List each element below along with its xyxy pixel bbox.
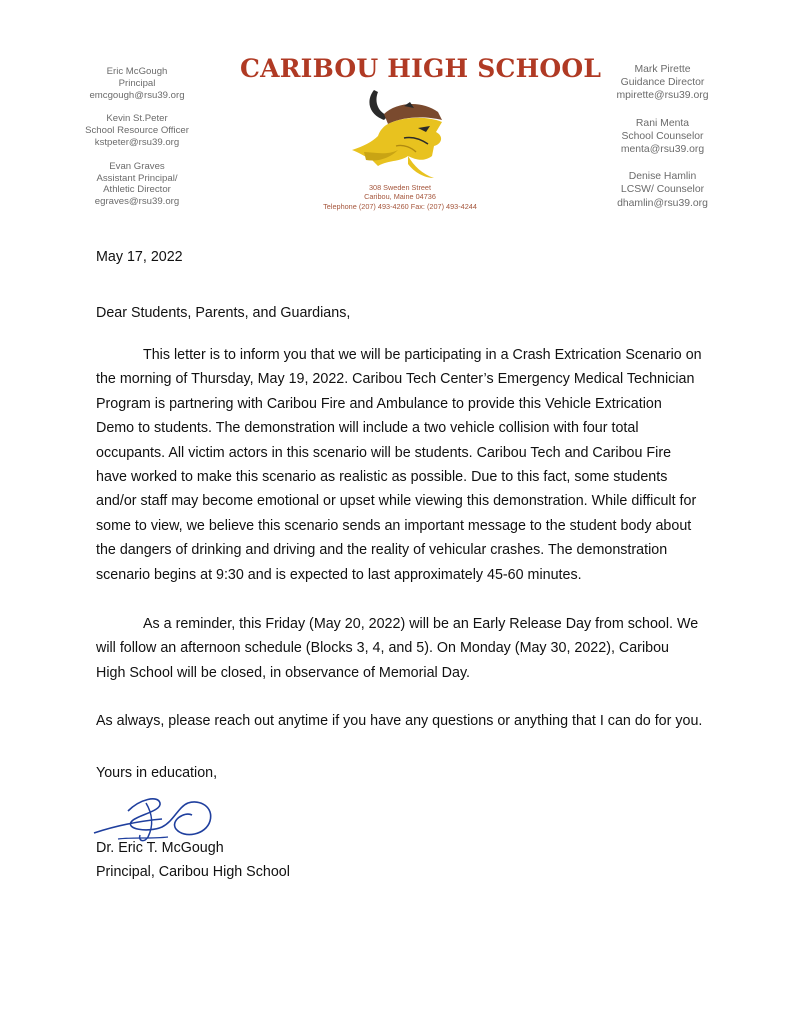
right-staff-column — [605, 63, 720, 224]
staff-role: School Resource Officer — [85, 125, 189, 137]
viking-logo — [344, 86, 454, 182]
staff-role: Principal — [118, 77, 156, 89]
staff-role: Guidance Director — [620, 77, 705, 89]
body-paragraph-3: As always, please reach out anytime if you have any questions or anything that I can do for you. — [96, 713, 703, 729]
staff-name: Rani Menta — [635, 117, 690, 129]
paragraph-line: the morning of Thursday, May 19, 2022. Caribou Tech Center’s Emergency Medical Technician — [96, 371, 695, 388]
signer-name: Dr. Eric T. McGough — [96, 840, 224, 856]
paragraph-line: This letter is to inform you that we will be participating in a Crash Extrication Scenario on — [143, 347, 702, 363]
school-address — [300, 183, 500, 211]
staff-role: Athletic Director — [103, 184, 171, 196]
staff-guidance-director — [605, 63, 720, 103]
logo-face — [352, 118, 442, 166]
paragraph-line: As a reminder, this Friday (May 20, 2022) will be an Early Release Day from school. We — [143, 616, 699, 632]
staff-name: Mark Pirette — [634, 64, 691, 75]
letter-salutation: Dear Students, Parents, and Guardians, — [96, 305, 351, 321]
paragraph-line: some to view, we believe this scenario sends an important message to the student body about — [96, 517, 692, 534]
paragraph-line: occupants. All victim actors in this scenario will be students. Caribou Tech and Caribou Fire — [96, 444, 672, 461]
school-name: CARIBOU HIGH SCHOOL — [240, 54, 602, 83]
paragraph-line: Demo to students. The demonstration will include a two vehicle collision with four total — [96, 420, 639, 437]
paragraph-line: High School will be closed, in observance of Memorial Day. — [96, 664, 471, 681]
signer-title: Principal, Caribou High School — [96, 864, 290, 881]
staff-email: emcgough@rsu39.org — [89, 89, 185, 101]
staff-role: Assistant Principal/ — [96, 172, 178, 184]
address-city: Caribou, Maine 04736 — [364, 192, 436, 202]
staff-name: Denise Hamlin — [628, 171, 697, 183]
staff-resource-officer — [78, 113, 196, 148]
paragraph-line: and/or staff may become emotional or upset while viewing this demonstration. While difficult for — [96, 493, 697, 510]
staff-name: Evan Graves — [109, 160, 165, 172]
staff-name: Eric McGough — [106, 66, 168, 77]
paragraph-line: Program is partnering with Caribou Fire and Ambulance to provide this Vehicle Extrication — [96, 395, 662, 412]
staff-school-counselor — [605, 117, 720, 157]
staff-email: egraves@rsu39.org — [94, 196, 180, 208]
staff-name: Kevin St.Peter — [106, 113, 168, 125]
staff-principal — [78, 66, 196, 101]
body-paragraph-2 — [96, 612, 708, 685]
left-staff-column — [78, 66, 196, 220]
staff-email: menta@rsu39.org — [620, 144, 705, 156]
staff-assistant-principal — [78, 161, 196, 208]
staff-email: mpirette@rsu39.org — [616, 90, 709, 102]
staff-role: LCSW/ Counselor — [620, 184, 705, 196]
paragraph-line: will follow an afternoon schedule (Blocks 3, 4, and 5). On Monday (May 30, 2022), Caribou — [96, 640, 669, 657]
staff-email: kstpeter@rsu39.org — [94, 136, 180, 148]
staff-role: School Counselor — [621, 130, 704, 142]
paragraph-line: scenario begins at 9:30 and is expected to last approximately 45-60 minutes. — [96, 566, 582, 583]
address-phone: Telephone (207) 493-4260 Fax: (207) 493-4244 — [323, 201, 477, 211]
address-street: 308 Sweden Street — [368, 183, 432, 192]
staff-email: dhamlin@rsu39.org — [617, 197, 708, 209]
paragraph-line: the dangers of drinking and driving and the reality of vehicular crashes. The demonstration — [96, 542, 668, 559]
letter-closing: Yours in education, — [96, 765, 218, 781]
paragraph-line: have worked to make this scenario as realistic as possible. Due to this fact, some students — [96, 469, 668, 486]
letter-date: May 17, 2022 — [96, 249, 183, 265]
signature-block — [96, 836, 708, 885]
staff-lcsw-counselor — [605, 170, 720, 210]
body-paragraph-1 — [96, 343, 708, 587]
